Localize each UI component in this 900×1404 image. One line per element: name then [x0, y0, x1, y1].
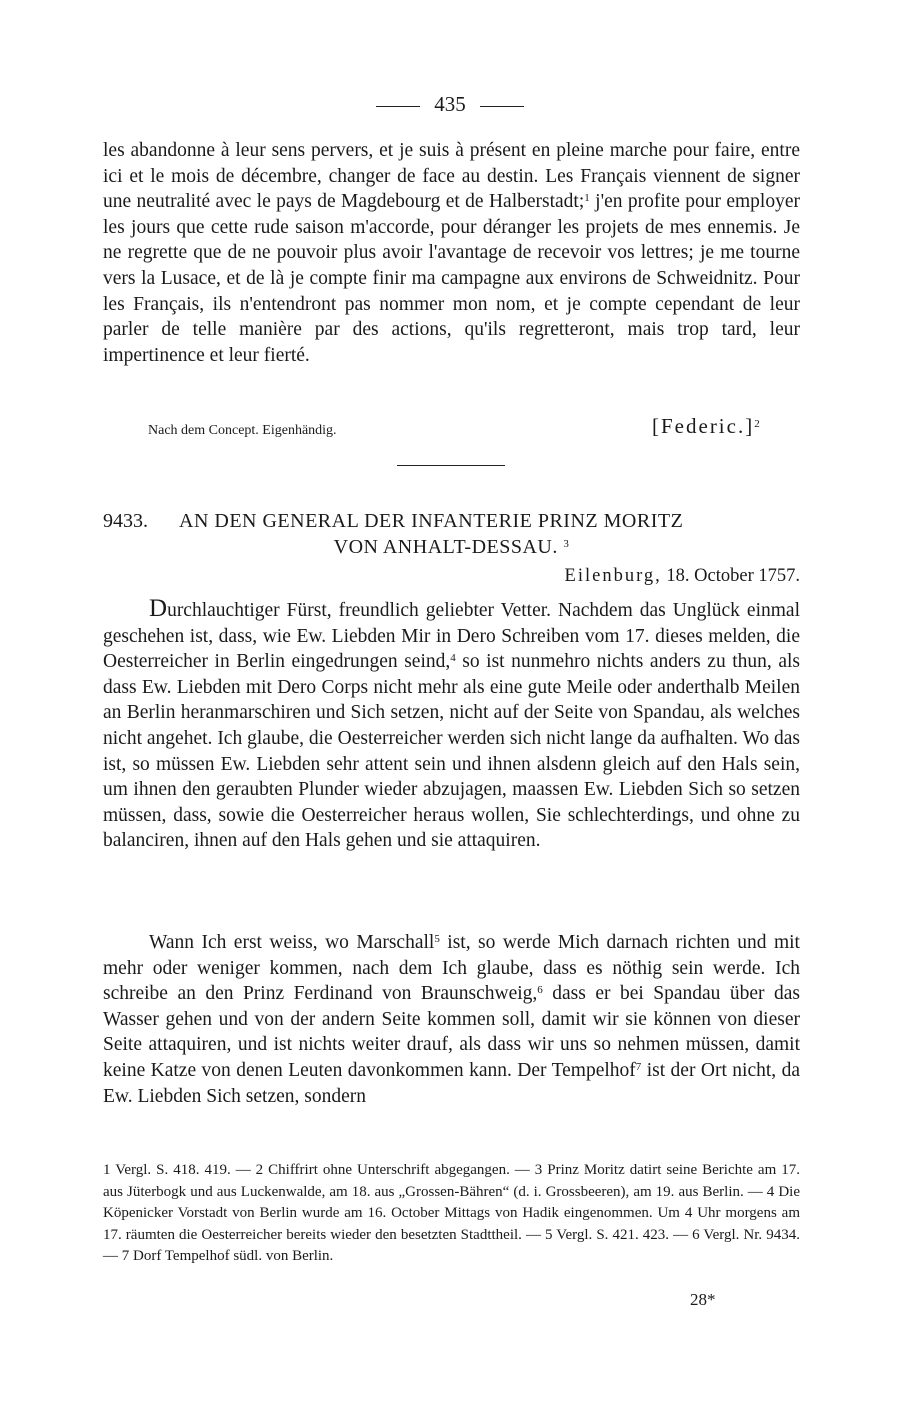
footnote-ref-1: 1	[584, 192, 590, 205]
heading-line-1: AN DEN GENERAL DER INFANTERIE PRINZ MORITZ	[179, 510, 684, 532]
footnote-ref-4: 4	[450, 652, 456, 665]
header-rule-left	[376, 106, 420, 107]
letter-text-1: les abandonne à leur sens pervers, et je suis à présent en pleine marche pour faire, entre ici et le mois de décembre, changer de face au destin. Les Français viennent de signer une neutralité avec le pays de Magdebourg et de Halberstadt;	[103, 140, 800, 213]
body-text-2d: ist der Ort nicht, da Ew. Liebden Sich setzen, sondern	[103, 1059, 800, 1107]
letter-text-2: j'en profite pour employer les jours que cette rude saison m'accorde, pour déranger les projets de mes ennemis. Je ne regrette que de ne pouvoir plus avoir l'avantage de recevoir vos lettres; je me tourne vers la Lusace, et de là je compte finir ma campagne aux environs de Schweidnitz. Pour les Français, ils n'entendront pas nommer mon nom, et je compte cependant de leur parler de telle manière par des actions, qu'ils regretteront, mais trop tard, leur impertinence et leur fierté.	[103, 191, 801, 366]
footnote-ref-7: 7	[635, 1060, 642, 1073]
heading-line-2	[103, 534, 800, 560]
signature-mark: 28*	[690, 1290, 716, 1309]
footnote-ref-2: 2	[754, 418, 760, 430]
letter-heading	[103, 508, 800, 560]
letter-number: 9433.	[103, 510, 148, 532]
dateline	[565, 566, 800, 587]
footnote-ref-6: 6	[537, 984, 543, 997]
letter-closing-paragraph	[103, 138, 800, 368]
body-text-2a: Wann Ich erst weiss, wo Marschall	[149, 932, 435, 953]
section-divider	[397, 465, 505, 466]
body-paragraph-2	[103, 930, 800, 1109]
source-note: Nach dem Concept. Eigenhändig.	[148, 423, 337, 438]
initial-letter: D	[149, 595, 168, 622]
footnote-ref-3: 3	[563, 538, 570, 550]
header-rule-right	[480, 106, 524, 107]
dateline-place: Eilenburg,	[564, 566, 662, 586]
body-text-1a: urchlauchtiger Fürst, freundlich geliebter Vetter. Nachdem das Unglück einmal geschehen ist, dass, wie Ew. Liebden Mir in Dero Schreiben vom 17. dieses melden, die Oesterreicher in Berlin eingedrungen seind,	[103, 600, 800, 673]
signature-text: [Federic.]	[652, 414, 755, 438]
heading-line-2-text: VON ANHALT-DESSAU.	[333, 536, 558, 558]
footnotes: 1 Vergl. S. 418. 419. — 2 Chiffrirt ohne Unterschrift abgegangen. — 3 Prinz Moritz datirt seine Berichte am 17. aus Jüterbogk und aus Luckenwalde, am 18. aus „Grossen-Bähren“ (d. i. Grossbeeren), am 19. aus Berlin. — 4 Die Köpenicker Vorstadt von Berlin wurde am 16. October Mittags von Hadik eingenommen. Um 4 Uhr morgens am 17. räumten die Oesterreicher bereits wieder den besetzten Stadttheil. — 5 Vergl. S. 421. 423. — 6 Vergl. Nr. 9434. — 7 Dorf Tempelhof südl. von Berlin.	[103, 1162, 800, 1264]
dateline-date: 18. October 1757.	[666, 566, 800, 586]
footnote-ref-5: 5	[434, 933, 440, 945]
page-header	[0, 92, 900, 117]
page-number: 435	[434, 92, 466, 116]
signature	[652, 414, 760, 439]
body-paragraph-1	[103, 596, 800, 854]
body-text-2c: dass er bei Spandau über das Wasser gehen und von der andern Seite kommen soll, damit wir sie können von dieser Seite attaquiren, und ist nichts weiter drauf, als dass wir uns so nehmen müssen, damit keine Katze von denen Leuten davonkommen kann. Der Tempelhof	[103, 983, 800, 1081]
body-text-1b: so ist nunmehro nichts anders zu thun, als dass Ew. Liebden mit Dero Corps nicht mehr als eine gute Meile oder anderthalb Meilen an Berlin heranmarschiren und Sich setzen, nicht auf der Seite von Spandau, als welches nicht angehet. Ich glaube, die Oesterreicher werden sich nicht lange da aufhalten. Wo das ist, so müssen Ew. Liebden sehr attent sein und ihnen alsdenn gleich auf den Hals sein, um ihnen den geraubten Plunder wieder abzujagen, maassen Ew. Liebden Sich so setzen müssen, dass, sowie die Oesterreicher heraus wollen, Sie schlechterdings, und ohne zu balanciren, ihnen auf den Hals gehen und sie attaquiren.	[103, 651, 800, 852]
body-text-2b: ist, so werde Mich darnach richten und mit mehr oder weniger kommen, nach dem Ich glaube, dass es nöthig sein werde. Ich schreibe an den Prinz Ferdinand von Braunschweig,	[103, 932, 800, 1005]
